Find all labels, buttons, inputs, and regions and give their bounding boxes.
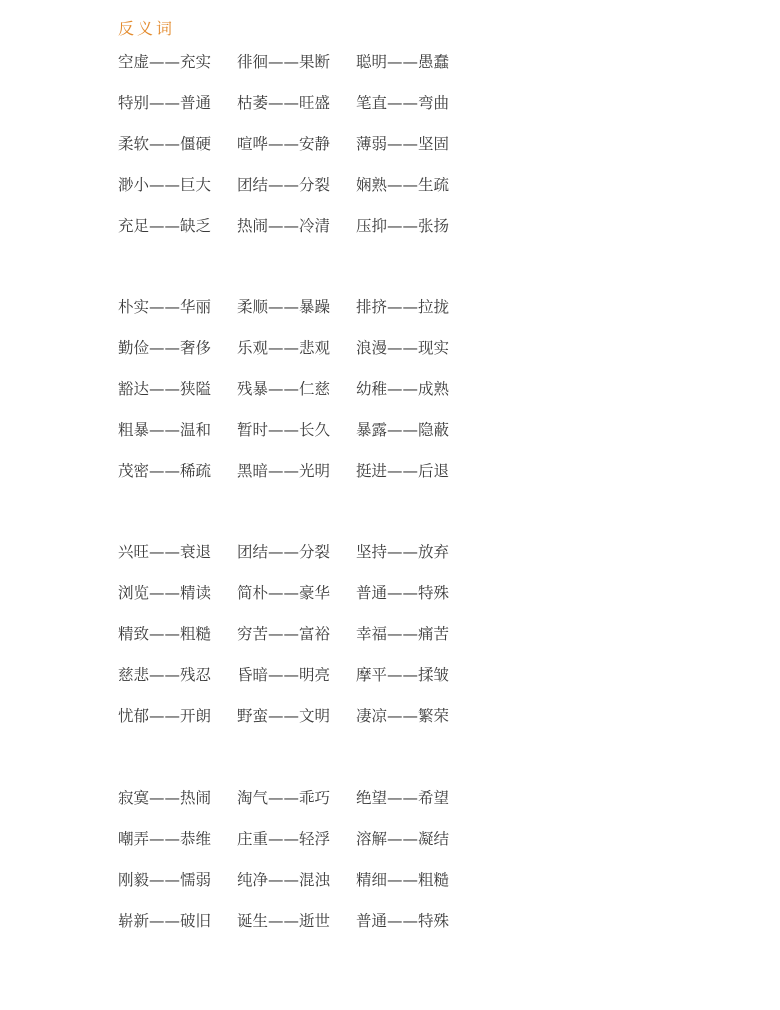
table-row bbox=[118, 164, 475, 205]
antonym-group-2 bbox=[118, 286, 475, 491]
antonym-pair: 纯净——混浊 bbox=[237, 870, 331, 889]
antonym-pair: 普通——特殊 bbox=[356, 583, 450, 602]
antonym-pair: 简朴——豪华 bbox=[237, 583, 331, 602]
antonym-group-3 bbox=[118, 531, 475, 736]
antonym-pair: 黑暗——光明 bbox=[237, 461, 331, 480]
antonym-pair: 喧哗——安静 bbox=[237, 134, 331, 153]
antonym-group-4 bbox=[118, 777, 475, 941]
antonym-pair: 溶解——凝结 bbox=[356, 829, 450, 848]
antonym-pair: 排挤——拉拢 bbox=[356, 297, 450, 316]
table-row bbox=[118, 409, 475, 450]
table-row bbox=[118, 205, 475, 246]
antonym-pair: 忧郁——开朗 bbox=[118, 706, 212, 725]
antonym-pair: 渺小——巨大 bbox=[118, 175, 212, 194]
antonym-pair: 粗暴——温和 bbox=[118, 420, 212, 439]
antonym-pair: 茂密——稀疏 bbox=[118, 461, 212, 480]
antonym-pair: 挺进——后退 bbox=[356, 461, 450, 480]
antonym-pair: 嘲弄——恭维 bbox=[118, 829, 212, 848]
antonym-pair: 凄凉——繁荣 bbox=[356, 706, 450, 725]
page-title: 反义词 bbox=[118, 19, 176, 38]
table-row bbox=[118, 572, 475, 613]
table-row bbox=[118, 531, 475, 572]
antonym-pair: 野蛮——文明 bbox=[237, 706, 331, 725]
table-row bbox=[118, 41, 475, 82]
antonym-pair: 诞生——逝世 bbox=[237, 911, 331, 930]
antonym-pair: 聪明——愚蠢 bbox=[356, 52, 450, 71]
table-row bbox=[118, 818, 475, 859]
table-row bbox=[118, 900, 475, 941]
antonym-pair: 绝望——希望 bbox=[356, 788, 450, 807]
table-row bbox=[118, 654, 475, 695]
antonym-pair: 徘徊——果断 bbox=[237, 52, 331, 71]
antonym-pair: 残暴——仁慈 bbox=[237, 379, 331, 398]
antonym-pair: 精细——粗糙 bbox=[356, 870, 450, 889]
antonym-pair: 笔直——弯曲 bbox=[356, 93, 450, 112]
antonym-pair: 寂寞——热闹 bbox=[118, 788, 212, 807]
antonym-pair: 穷苦——富裕 bbox=[237, 624, 331, 643]
antonym-pair: 坚持——放弃 bbox=[356, 542, 450, 561]
antonym-pair: 暴露——隐蔽 bbox=[356, 420, 450, 439]
antonym-pair: 充足——缺乏 bbox=[118, 216, 212, 235]
antonym-pair: 柔顺——暴躁 bbox=[237, 297, 331, 316]
antonym-pair: 热闹——冷清 bbox=[237, 216, 331, 235]
antonym-pair: 刚毅——懦弱 bbox=[118, 870, 212, 889]
antonym-pair: 枯萎——旺盛 bbox=[237, 93, 331, 112]
antonym-pair: 淘气——乖巧 bbox=[237, 788, 331, 807]
antonym-pair: 乐观——悲观 bbox=[237, 338, 331, 357]
antonym-pair: 摩平——揉皱 bbox=[356, 665, 450, 684]
antonym-pair: 薄弱——坚固 bbox=[356, 134, 450, 153]
antonym-pair: 幸福——痛苦 bbox=[356, 624, 450, 643]
antonym-pair: 团结——分裂 bbox=[237, 175, 331, 194]
table-row bbox=[118, 82, 475, 123]
table-row bbox=[118, 777, 475, 818]
antonym-pair: 娴熟——生疏 bbox=[356, 175, 450, 194]
antonym-pair: 豁达——狭隘 bbox=[118, 379, 212, 398]
antonym-pair: 压抑——张扬 bbox=[356, 216, 450, 235]
antonym-pair: 精致——粗糙 bbox=[118, 624, 212, 643]
table-row bbox=[118, 450, 475, 491]
antonym-pair: 浪漫——现实 bbox=[356, 338, 450, 357]
antonym-pair: 庄重——轻浮 bbox=[237, 829, 331, 848]
table-row bbox=[118, 695, 475, 736]
antonym-pair: 勤俭——奢侈 bbox=[118, 338, 212, 357]
antonym-pair: 团结——分裂 bbox=[237, 542, 331, 561]
antonym-pair: 幼稚——成熟 bbox=[356, 379, 450, 398]
table-row bbox=[118, 613, 475, 654]
antonym-pair: 崭新——破旧 bbox=[118, 911, 212, 930]
antonym-pair: 昏暗——明亮 bbox=[237, 665, 331, 684]
table-row bbox=[118, 286, 475, 327]
antonym-pair: 空虚——充实 bbox=[118, 52, 212, 71]
antonym-pair: 暂时——长久 bbox=[237, 420, 331, 439]
antonym-group-1 bbox=[118, 41, 475, 246]
table-row bbox=[118, 368, 475, 409]
antonym-pair: 柔软——僵硬 bbox=[118, 134, 212, 153]
antonym-pair: 慈悲——残忍 bbox=[118, 665, 212, 684]
table-row bbox=[118, 123, 475, 164]
antonym-pair: 浏览——精读 bbox=[118, 583, 212, 602]
table-row bbox=[118, 327, 475, 368]
antonym-pair: 兴旺——衰退 bbox=[118, 542, 212, 561]
antonym-pair: 朴实——华丽 bbox=[118, 297, 212, 316]
antonym-pair: 普通——特殊 bbox=[356, 911, 450, 930]
antonym-pair: 特别——普通 bbox=[118, 93, 212, 112]
table-row bbox=[118, 859, 475, 900]
